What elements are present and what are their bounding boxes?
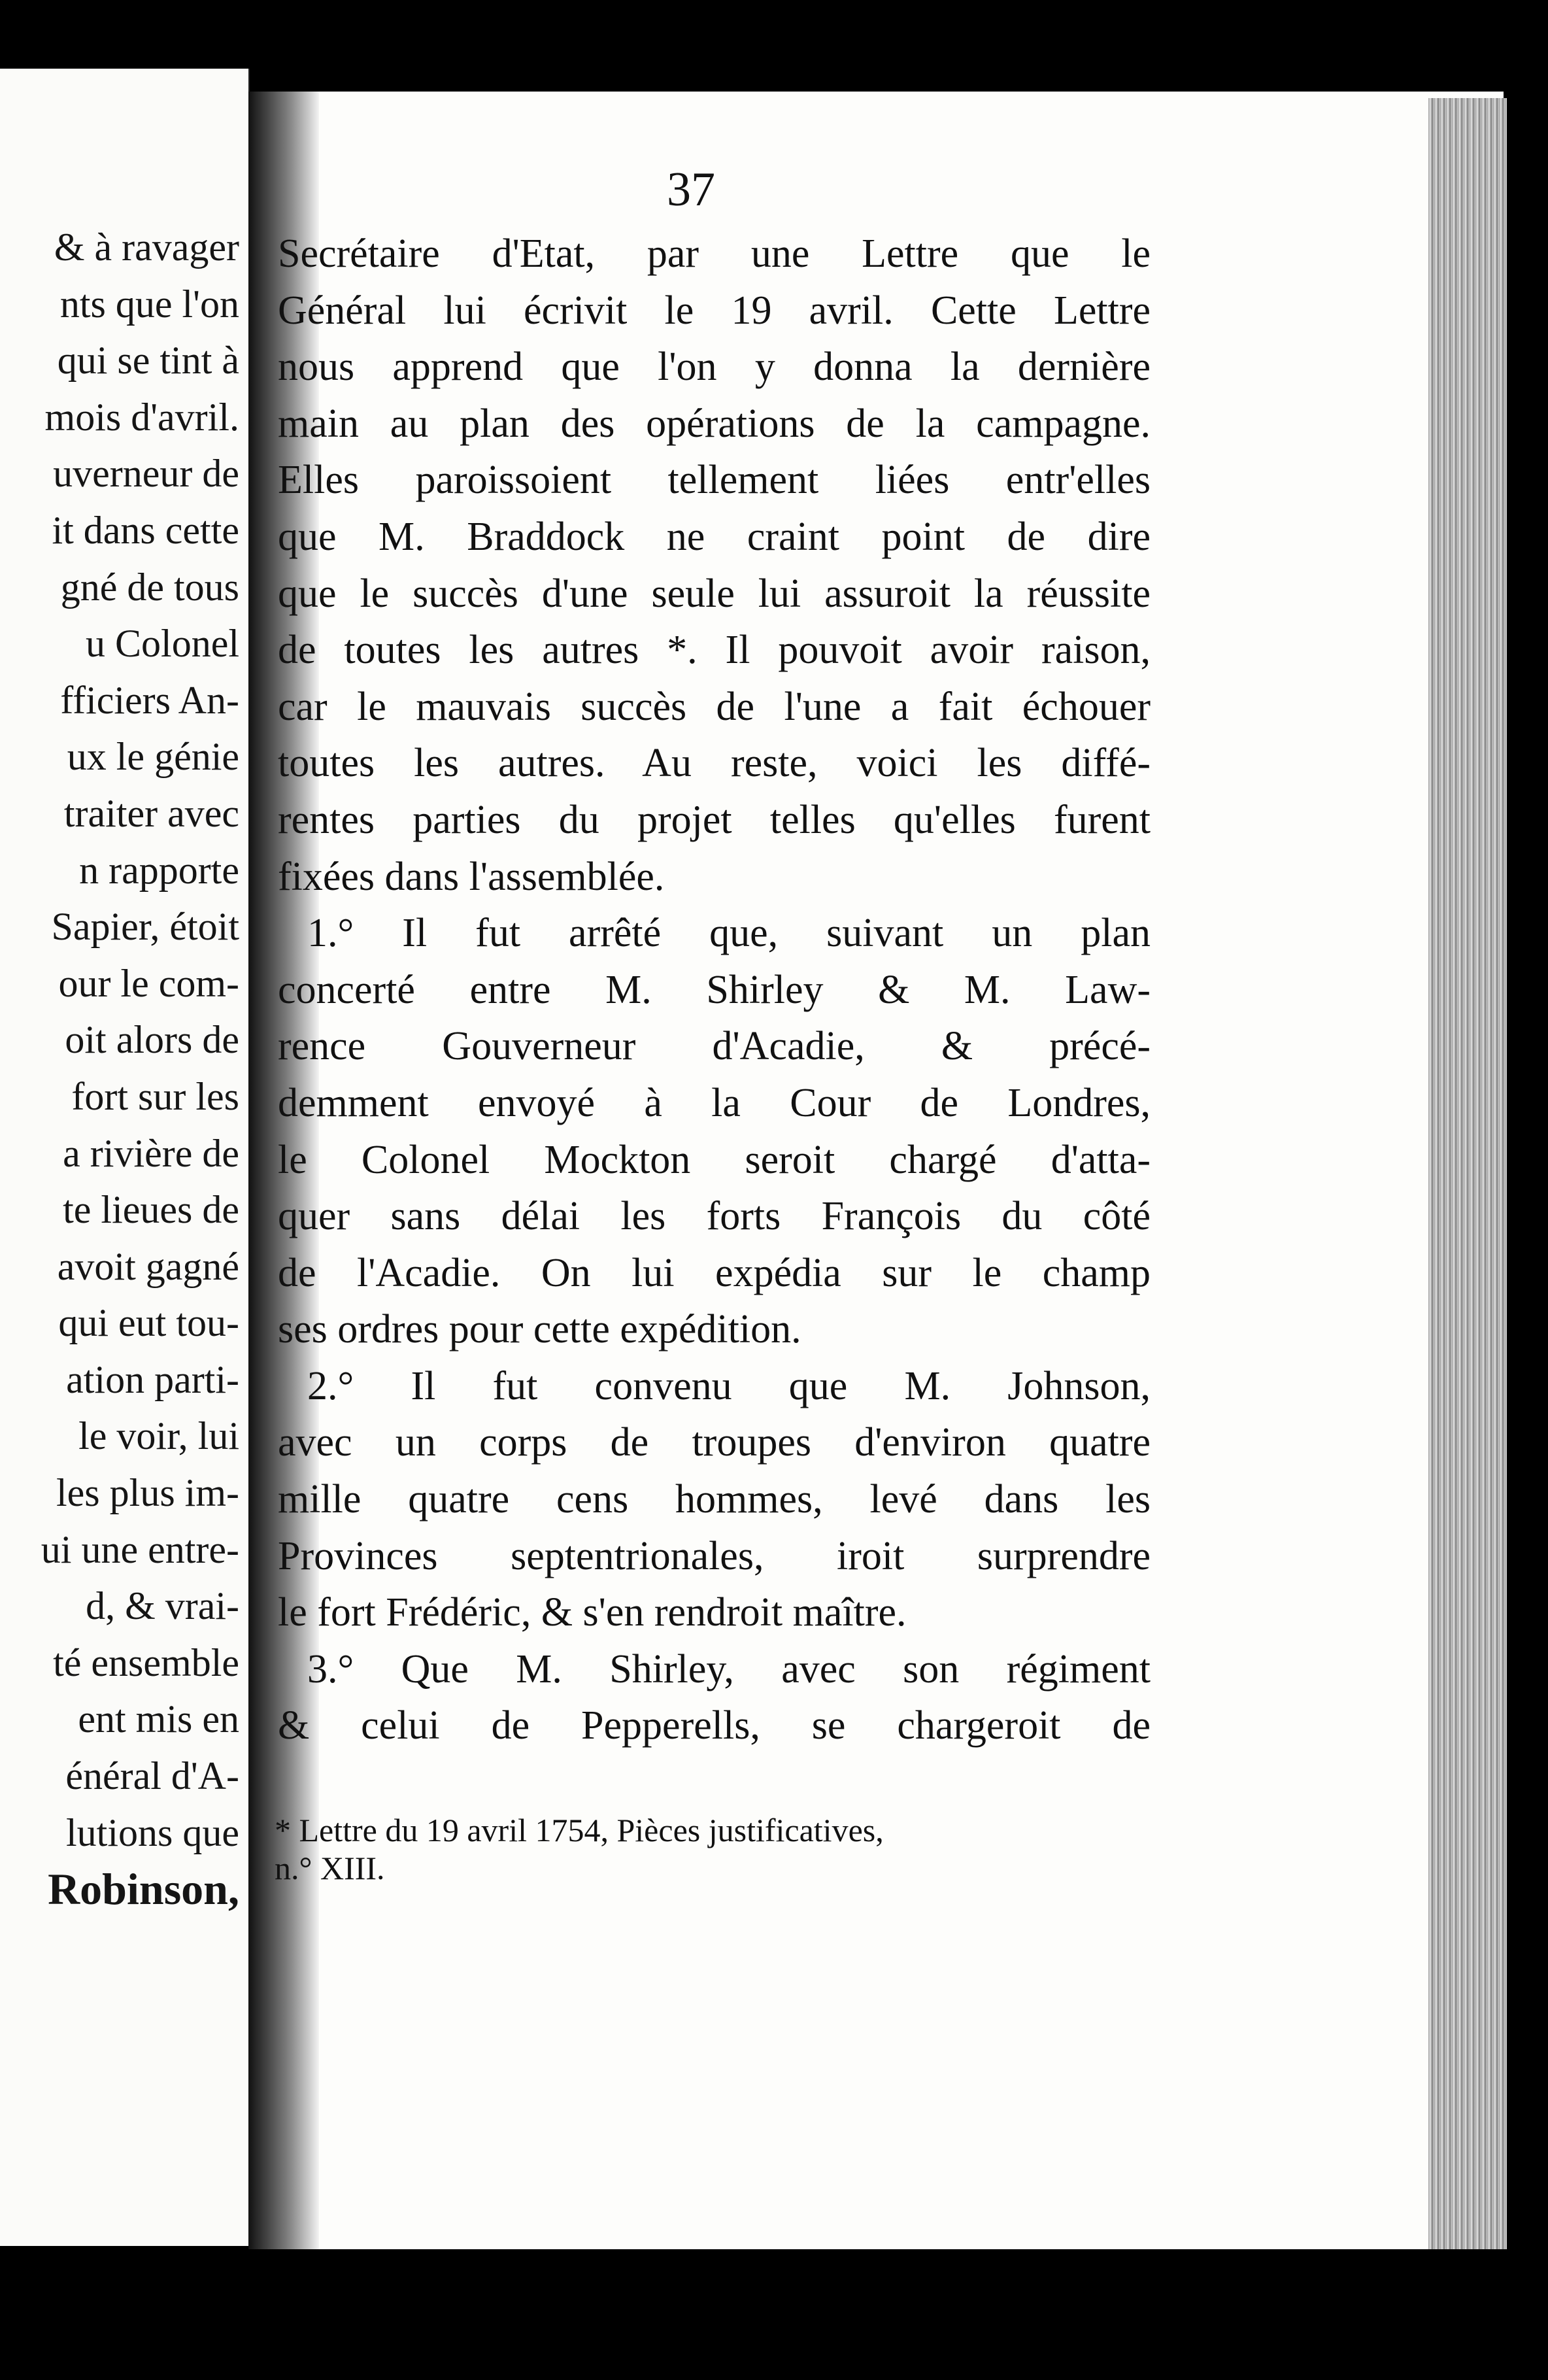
footnote-line: n.° XIII.	[275, 1850, 385, 1886]
text-line: fixées dans l'assemblée.	[278, 854, 665, 899]
left-line: fort sur les	[71, 1074, 239, 1118]
footnote	[275, 1811, 1118, 1887]
left-line: énéral d'A-	[65, 1754, 239, 1798]
left-line: n rapporte	[79, 848, 239, 892]
left-line: qui eut tou-	[58, 1301, 239, 1345]
left-line: qui se tint à	[57, 339, 239, 382]
left-line: ation parti-	[66, 1357, 239, 1401]
left-line: Sapier, étoit	[51, 905, 239, 949]
text-line: le Colonel Mockton seroit chargé d'atta-	[278, 1137, 1151, 1182]
text-line: que M. Braddock ne craint point de dire	[278, 514, 1151, 559]
text-line: main au plan des opérations de la campagne.	[278, 401, 1151, 446]
text-line: quer sans délai les forts François du côté	[278, 1194, 1151, 1239]
text-line: Elles paroissoient tellement liées entr'elles	[278, 458, 1151, 503]
left-line: les plus im-	[56, 1471, 239, 1515]
text-line: Provinces septentrionales, iroit surprendre	[278, 1533, 1151, 1578]
text-line: 3.° Que M. Shirley, avec son régiment	[307, 1646, 1151, 1692]
text-line: 1.° Il fut arrêté que, suivant un plan	[307, 911, 1151, 956]
text-line: rentes parties du projet telles qu'elles furent	[278, 797, 1151, 842]
left-page-text	[41, 219, 239, 1918]
left-line: té ensemble	[53, 1640, 239, 1684]
text-line: toutes les autres. Au reste, voici les diffé-	[278, 741, 1151, 786]
text-line: Secrétaire d'Etat, par une Lettre que le	[278, 231, 1151, 276]
left-line: le voir, lui	[78, 1414, 239, 1458]
text-line: que le succès d'une seule lui assuroit la réussite	[278, 571, 1151, 616]
text-line: & celui de Pepperells, se chargeroit de	[278, 1703, 1151, 1748]
left-line: fficiers An-	[60, 678, 239, 722]
text-line: demment envoyé à la Cour de Londres,	[278, 1080, 1151, 1125]
body-text	[278, 226, 1151, 1754]
left-line: & à ravager	[54, 226, 239, 269]
left-line: a rivière de	[63, 1131, 239, 1175]
page-number: 37	[667, 163, 715, 216]
left-line: traiter avec	[63, 791, 239, 835]
left-line: lutions que	[66, 1810, 239, 1854]
footnote-line: * Lettre du 19 avril 1754, Pièces justificatives,	[275, 1812, 884, 1848]
left-line: u Colonel	[86, 622, 239, 666]
text-line: de l'Acadie. On lui expédia sur le champ	[278, 1250, 1151, 1295]
text-line: avec un corps de troupes d'environ quatre	[278, 1420, 1151, 1465]
left-line: oit alors de	[65, 1018, 239, 1062]
left-line: it dans cette	[52, 508, 239, 552]
left-line: te lieues de	[63, 1188, 239, 1232]
text-line: ses ordres pour cette expédition.	[278, 1307, 801, 1352]
left-line: nts que l'on	[59, 282, 239, 326]
left-line: ui une entre-	[41, 1527, 239, 1571]
text-line: 2.° Il fut convenu que M. Johnson,	[307, 1363, 1151, 1408]
left-line: our le com-	[58, 961, 239, 1005]
left-line: ux le génie	[67, 735, 239, 779]
text-line: concerté entre M. Shirley & M. Law-	[278, 967, 1151, 1012]
left-page	[0, 69, 250, 2246]
text-line: car le mauvais succès de l'une a fait échouer	[278, 684, 1151, 729]
text-line: Général lui écrivit le 19 avril. Cette Lettre	[278, 288, 1151, 333]
left-line: mois d'avril.	[44, 395, 239, 439]
text-line: le fort Frédéric, & s'en rendroit maître.	[278, 1590, 907, 1635]
page-edge	[1428, 98, 1507, 2249]
text-line: nous apprend que l'on y donna la dernière	[278, 345, 1151, 390]
text-line: de toutes les autres *. Il pouvoit avoir raison,	[278, 628, 1151, 673]
text-line: mille quatre cens hommes, levé dans les	[278, 1477, 1151, 1522]
left-line: ent mis en	[78, 1697, 239, 1741]
left-line: d, & vrai-	[86, 1584, 239, 1628]
left-line: uverneur de	[53, 452, 239, 496]
text-line: rence Gouverneur d'Acadie, & précé-	[278, 1024, 1151, 1069]
left-line: avoit gagné	[57, 1244, 239, 1288]
left-line: Robinson,	[48, 1864, 239, 1914]
left-line: gné de tous	[60, 565, 239, 609]
